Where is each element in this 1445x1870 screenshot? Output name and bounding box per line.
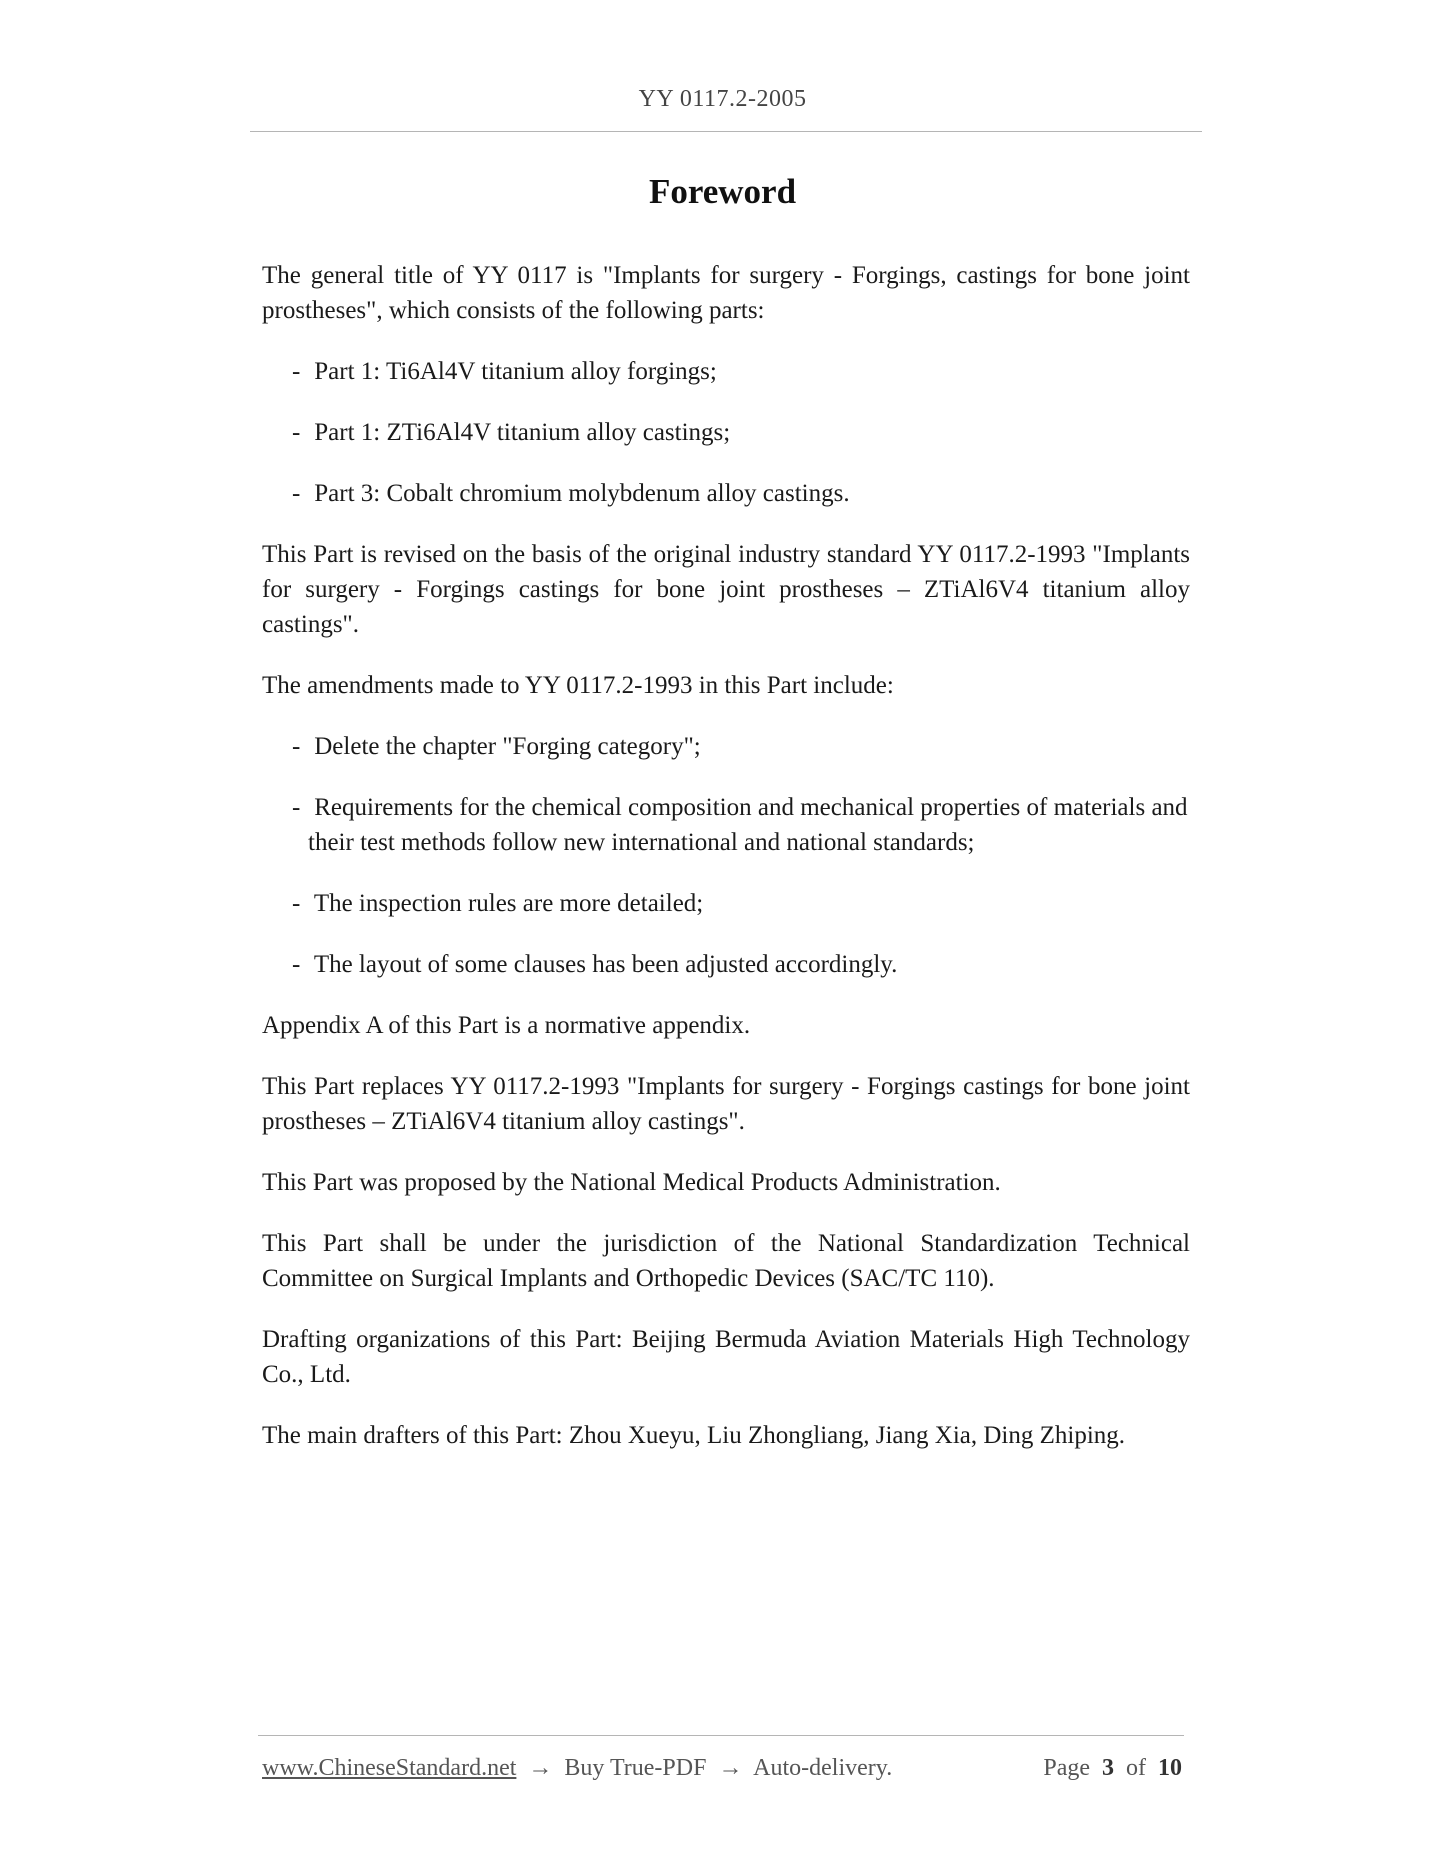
jurisdiction-paragraph: This Part shall be under the jurisdiction of the National Standardization Technical Committee on Surgical Implants and Orthopedic Devices (SAC/TC 110). bbox=[262, 1230, 1190, 1292]
page-indicator bbox=[1043, 1755, 1182, 1782]
part-list-item bbox=[292, 476, 1190, 511]
list-item-text: The inspection rules are more detailed; bbox=[313, 890, 704, 917]
foreword-body bbox=[262, 258, 1190, 1479]
page-number: 3 bbox=[1102, 1755, 1114, 1781]
buy-true-pdf-text: Buy True-PDF bbox=[564, 1755, 707, 1781]
footer-divider bbox=[258, 1735, 1184, 1736]
list-item-text: Part 1: ZTi6Al4V titanium alloy castings; bbox=[314, 419, 731, 446]
page-total: 10 bbox=[1158, 1755, 1182, 1781]
footer-promo bbox=[262, 1755, 892, 1782]
list-dash: - bbox=[292, 480, 301, 507]
list-dash: - bbox=[292, 733, 301, 760]
document-code-header: YY 0117.2-2005 bbox=[638, 86, 807, 112]
amendment-list-item bbox=[292, 947, 1190, 982]
chinesestandard-link[interactable]: www.ChineseStandard.net bbox=[262, 1755, 517, 1781]
list-dash: - bbox=[292, 794, 301, 821]
amendment-list-item bbox=[292, 729, 1190, 764]
list-dash: - bbox=[292, 419, 301, 446]
proposed-by-paragraph: This Part was proposed by the National Medical Products Administration. bbox=[262, 1169, 1001, 1196]
list-item-text: Part 1: Ti6Al4V titanium alloy forgings; bbox=[314, 358, 717, 385]
intro-paragraph: The general title of YY 0117 is "Implants for surgery - Forgings, castings for bone joint prostheses", which consists of the following parts: bbox=[262, 262, 1190, 324]
list-item-text: Delete the chapter "Forging category"; bbox=[314, 733, 701, 760]
page-label: Page bbox=[1043, 1755, 1090, 1781]
revision-paragraph: This Part is revised on the basis of the original industry standard YY 0117.2-1993 "Implants for surgery - Forgings castings for bone joint prostheses – ZTiAl6V4 titanium alloy castings". bbox=[262, 541, 1190, 638]
main-drafters-paragraph: The main drafters of this Part: Zhou Xueyu, Liu Zhongliang, Jiang Xia, Ding Zhiping. bbox=[262, 1422, 1126, 1449]
arrow-right-icon: → bbox=[528, 1755, 553, 1781]
replaces-paragraph: This Part replaces YY 0117.2-1993 "Implants for surgery - Forgings castings for bone joint prostheses – ZTiAl6V4 titanium alloy castings". bbox=[262, 1073, 1190, 1135]
amendments-intro-paragraph: The amendments made to YY 0117.2-1993 in this Part include: bbox=[262, 672, 894, 699]
list-dash: - bbox=[292, 890, 301, 917]
auto-delivery-text: Auto-delivery. bbox=[753, 1755, 893, 1781]
of-label: of bbox=[1126, 1755, 1146, 1781]
arrow-right-icon: → bbox=[718, 1755, 743, 1781]
list-item-text: The layout of some clauses has been adjusted accordingly. bbox=[313, 951, 898, 978]
list-dash: - bbox=[292, 951, 301, 978]
appendix-paragraph: Appendix A of this Part is a normative appendix. bbox=[262, 1012, 751, 1039]
list-dash: - bbox=[292, 358, 301, 385]
amendment-list-item bbox=[292, 790, 1190, 860]
drafting-organizations-paragraph: Drafting organizations of this Part: Beijing Bermuda Aviation Materials High Technology Co., Ltd. bbox=[262, 1326, 1190, 1388]
header-divider bbox=[250, 131, 1202, 132]
page-title: Foreword bbox=[648, 172, 797, 211]
amendment-list-item bbox=[292, 886, 1190, 921]
list-item-text: Requirements for the chemical composition and mechanical properties of materials and their test methods follow new international and national standards; bbox=[308, 794, 1188, 856]
part-list-item bbox=[292, 354, 1190, 389]
part-list-item bbox=[292, 415, 1190, 450]
list-item-text: Part 3: Cobalt chromium molybdenum alloy castings. bbox=[314, 480, 850, 507]
